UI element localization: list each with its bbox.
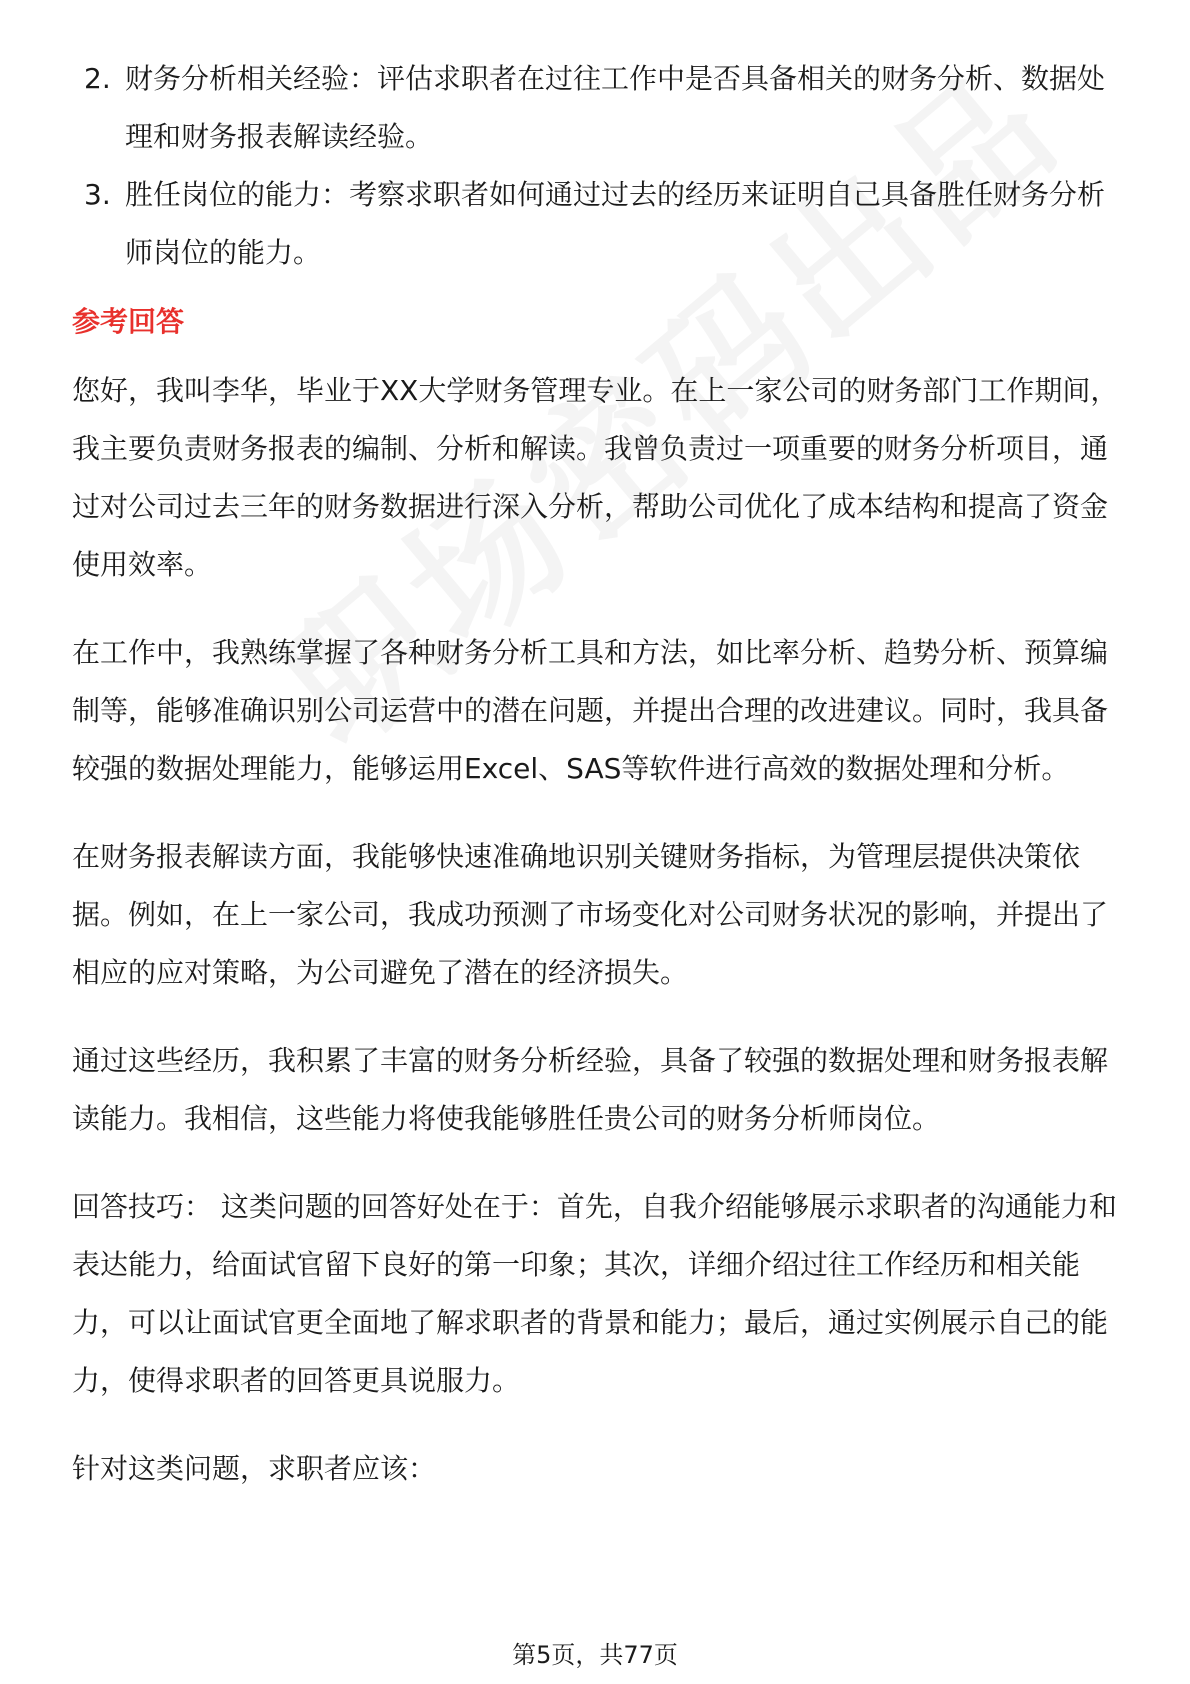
- advice-paragraph: 针对这类问题，求职者应该：: [72, 1452, 437, 1485]
- answer-paragraph: 您好，我叫李华，毕业于XX大学财务管理专业。在上一家公司的财务部门工作期间，我主要负责财务报表的编制、分析和解读。我曾负责过一项重要的财务分析项目，通过对公司过去三年的财务数据进行深入分析，帮助公司优化了成本结构和提高了资金使用效率。: [72, 374, 1119, 581]
- tips-paragraph: 回答技巧： 这类问题的回答好处在于：首先，自我介绍能够展示求职者的沟通能力和表达能力，给面试官留下良好的第一印象；其次，详细介绍过往工作经历和相关能力，可以让面试官更全面地了解求职者的背景和能力；最后，通过实例展示自己的能力，使得求职者的回答更具说服力。: [72, 1190, 1117, 1397]
- criteria-list: [72, 50, 1122, 282]
- answer-paragraph: 在工作中，我熟练掌握了各种财务分析工具和方法，如比率分析、趋势分析、预算编制等，能够准确识别公司运营中的潜在问题，并提出合理的改进建议。同时，我具备较强的数据处理能力，能够运用Excel、SAS等软件进行高效的数据处理和分析。: [72, 636, 1109, 785]
- list-item-number: 2.: [84, 62, 111, 95]
- answer-paragraph: 通过这些经历，我积累了丰富的财务分析经验，具备了较强的数据处理和财务报表解读能力。我相信，这些能力将使我能够胜任贵公司的财务分析师岗位。: [72, 1044, 1109, 1135]
- page-number-footer: 第5页，共77页: [512, 1641, 678, 1669]
- list-item: [72, 166, 1122, 282]
- list-item: [72, 50, 1122, 166]
- list-item-number: 3.: [84, 178, 111, 211]
- document-body: [72, 50, 1122, 1528]
- list-item-text: 胜任岗位的能力：考察求职者如何通过过去的经历来证明自己具备胜任财务分析师岗位的能力。: [125, 178, 1106, 269]
- answer-paragraph: 在财务报表解读方面，我能够快速准确地识别关键财务指标，为管理层提供决策依据。例如，在上一家公司，我成功预测了市场变化对公司财务状况的影响，并提出了相应的应对策略，为公司避免了潜在的经济损失。: [72, 840, 1109, 989]
- section-heading-reference-answer: 参考回答: [72, 305, 185, 338]
- list-item-text: 财务分析相关经验：评估求职者在过往工作中是否具备相关的财务分析、数据处理和财务报表解读经验。: [125, 62, 1106, 153]
